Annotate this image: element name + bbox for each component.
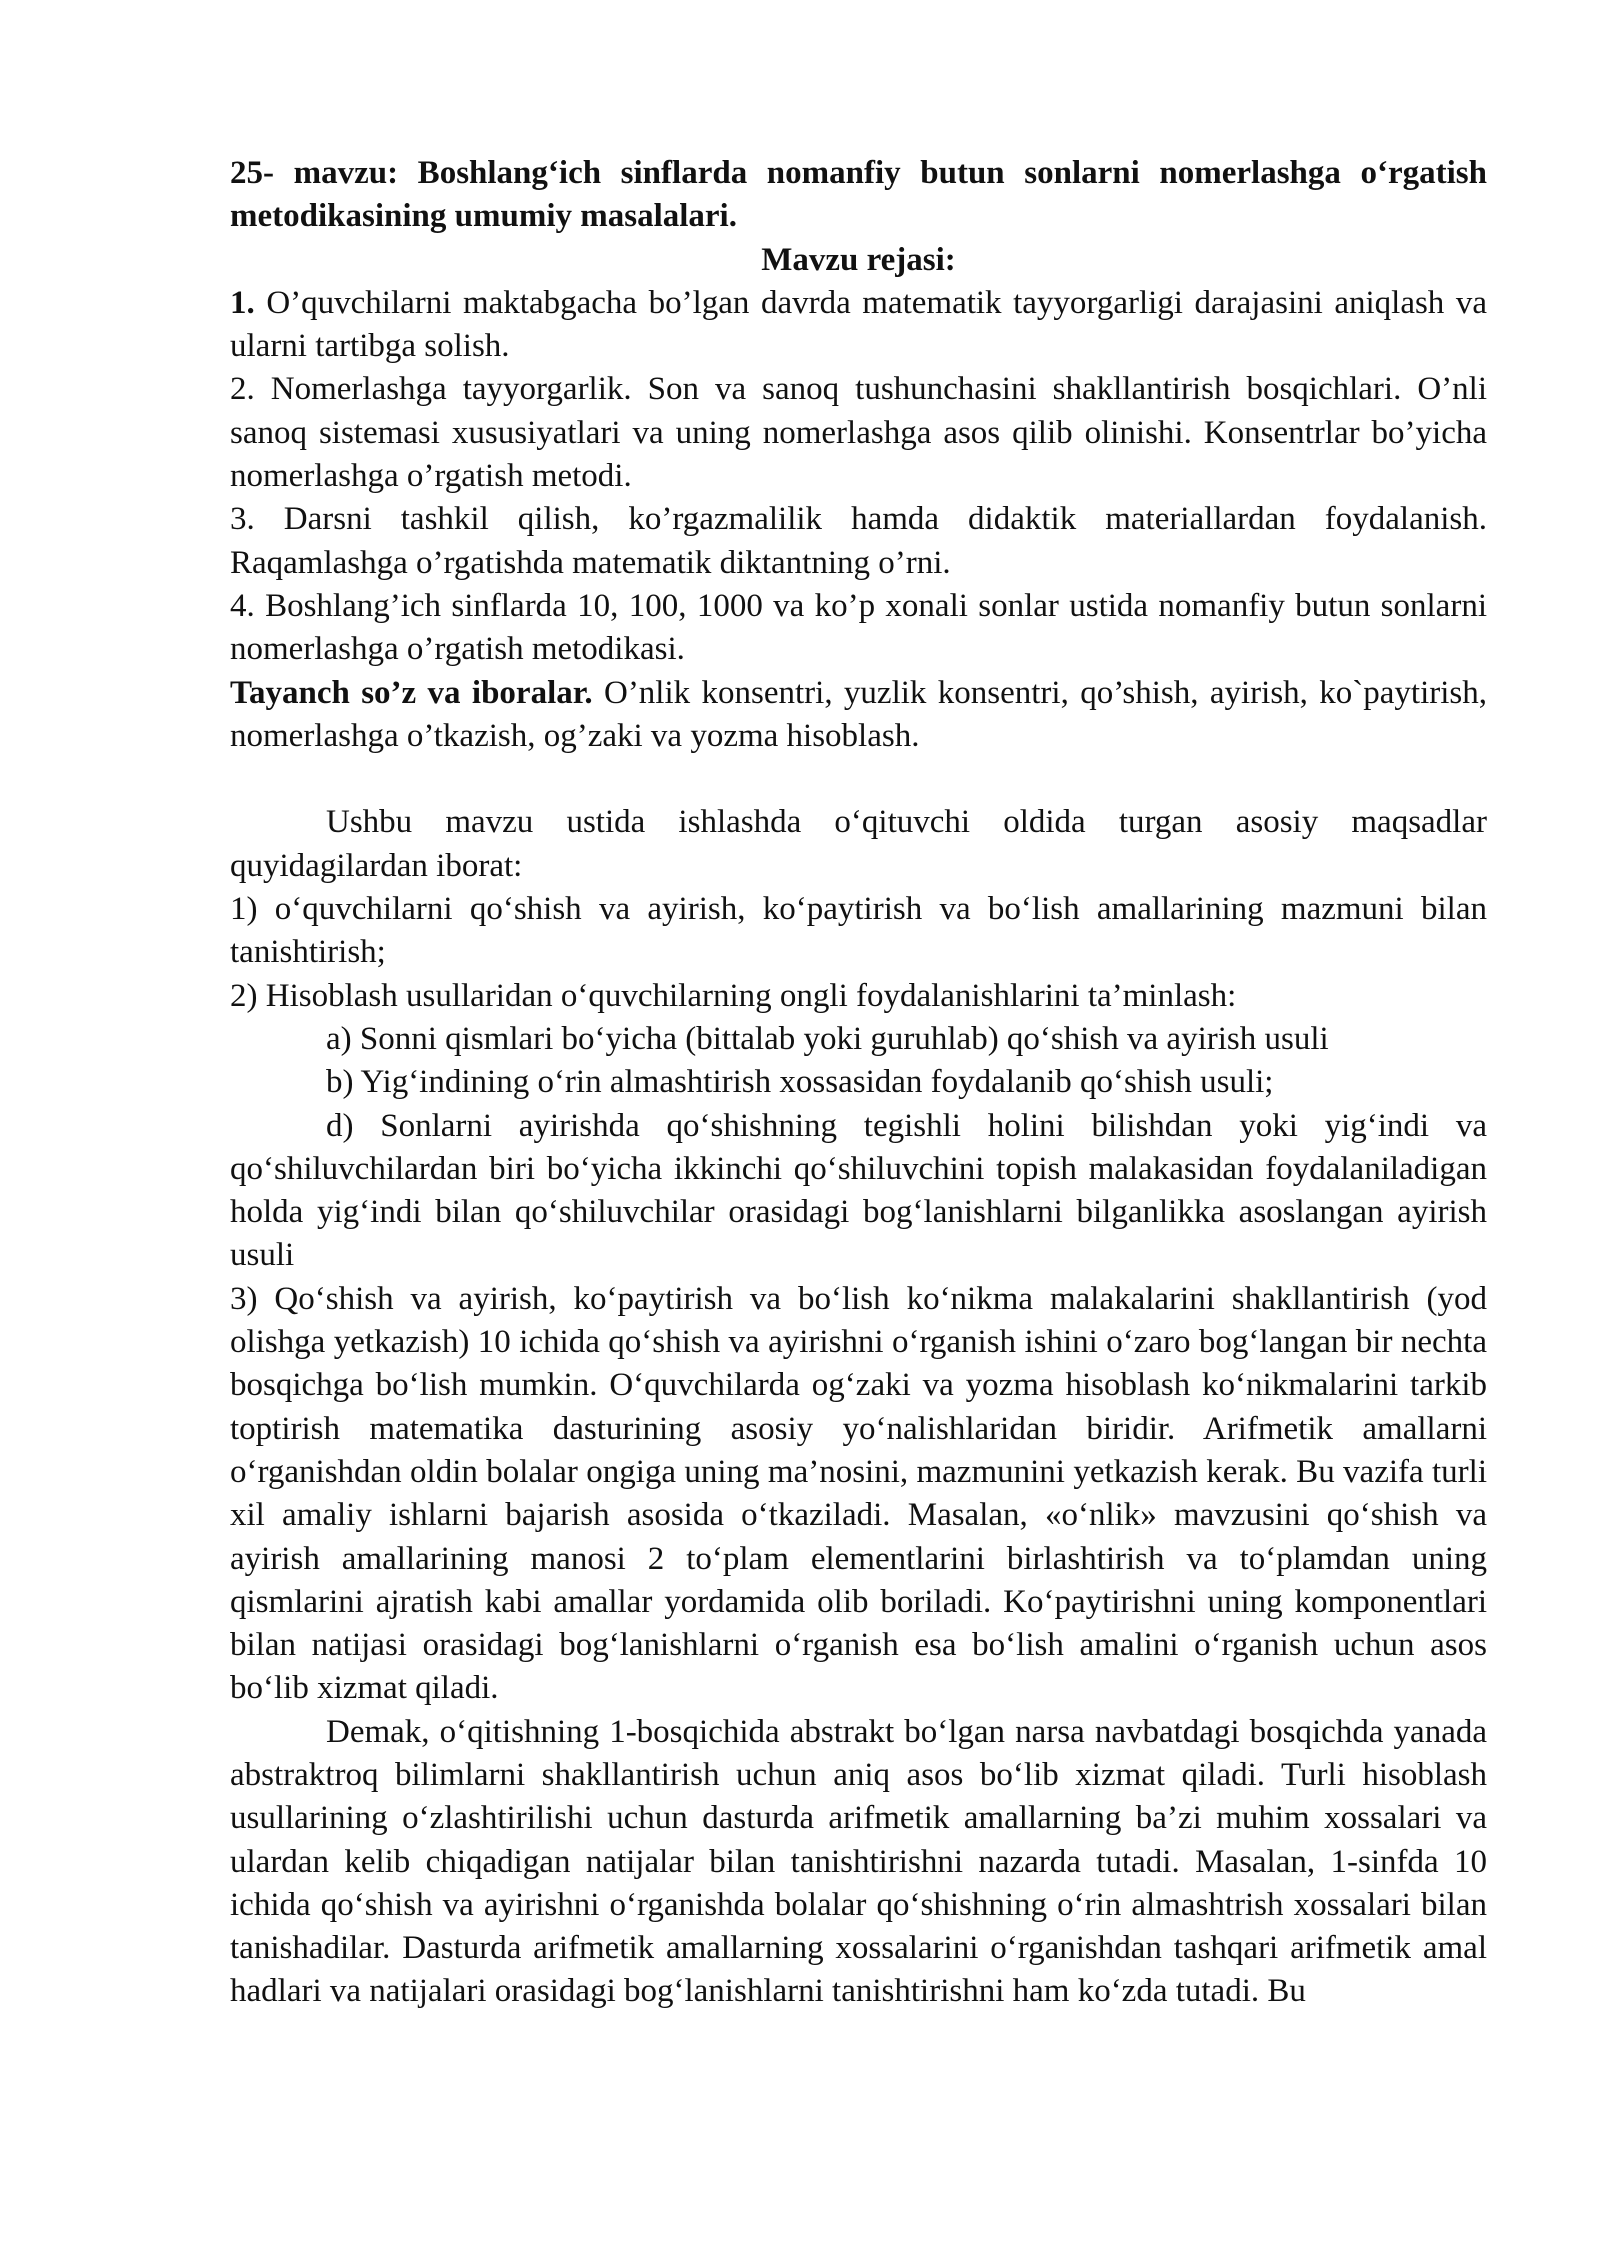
goal-2-sub-a: a) Sonni qismlari bo‘yicha (bittalab yoki guruhlab) qo‘shish va ayirish usuli xyxy=(326,1020,1329,1057)
document-page xyxy=(230,152,1487,2014)
plan-item-1 xyxy=(230,282,1487,369)
keywords-text: O’nlik konsentri, yuzlik konsentri, qo’shish, ayirish, ko`paytirish, nomerlashga o’tkazish, og’zaki va yozma hisoblash. xyxy=(230,674,1487,754)
goal-2-sub-b: b) Yig‘indining o‘rin almashtirish xossasidan foydalanib qo‘shish usuli; xyxy=(326,1064,1274,1101)
plan-item-3 xyxy=(230,498,1487,585)
plan-item-4 xyxy=(230,585,1487,672)
goal-2: 2) Hisoblash usullaridan o‘quvchilarning ongli foydalanishlarini ta’minlash: xyxy=(230,977,1237,1014)
goal-3: 3) Qo‘shish va ayirish, ko‘paytirish va bo‘lish ko‘nikma malakalarini shakllantirish (yod olishga yetkazish) 10 ichida qo‘shish va ayirishni o‘rganish ishini o‘zaro bog‘langan bir nechta bosqichga bo‘lish mumkin. O‘quvchilarda og‘zaki va yozma hisoblash ko‘nikmalarini tarkib toptirish matematika dasturining asosiy yo‘nalishlaridan biridir. Arifmetik amallarni o‘rganishdan oldin bolalar ongiga uning ma’nosini, mazmunini yetkazish kerak. Bu vazifa turli xil amaliy ishlarni bajarish asosida o‘tkaziladi. Masalan, «o‘nlik» mavzusini qo‘shish va ayirish amallarining manosi 2 to‘plam elementlarini birlashtirish va to‘plamdan uning qismlarini ajratish kabi amallar yordamida olib boriladi. Ko‘paytirishni uning komponentlari bilan natijasi orasidagi bog‘lanishlarni o‘rganish esa bo‘lish amalini o‘rganish uchun asos bo‘lib xizmat qiladi. xyxy=(230,1280,1487,1707)
intro-paragraph: Ushbu mavzu ustida ishlashda o‘qituvchi oldida turgan asosiy maqsadlar quyidagilardan iborat: xyxy=(230,804,1487,884)
plan-heading: Mavzu rejasi: xyxy=(761,241,956,278)
plan-item-text: Darsni tashkil qilish, ko’rgazmalilik hamda didaktik materiallardan foydalanish. Raqamlashga o’rgatishda matematik diktantning o’rni. xyxy=(230,501,1487,581)
plan-item-number: 1. xyxy=(230,284,255,321)
plan-item-text: O’quvchilarni maktabgacha bo’lgan davrda matematik tayyorgarligi darajasini aniqlash va ularni tartibga solish. xyxy=(230,284,1488,365)
page-title: 25- mavzu: Boshlang‘ich sinflarda nomanfiy butun sonlarni nomerlashga o‘rgatish metodikasining umumiy masalalari. xyxy=(230,155,1487,235)
plan-item-number: 3. xyxy=(230,501,255,538)
goal-1: 1) o‘quvchilarni qo‘shish va ayirish, ko‘paytirish va bo‘lish amallarining mazmuni bilan tanishtirish; xyxy=(230,891,1487,971)
goal-2-sub-d: d) Sonlarni ayirishda qo‘shishning tegishli holini bilishdan yoki yig‘indi va qo‘shiluvchilardan biri bo‘yicha ikkinchi qo‘shiluvchini topish malakasidan foydalaniladigan holda yig‘indi bilan qo‘shiluvchilar orasidagi bog‘lanishlarni bilganlikka asoslangan ayirish usuli xyxy=(230,1107,1487,1274)
demak-paragraph: Demak, o‘qitishning 1-bosqichida abstrakt bo‘lgan narsa navbatdagi bosqichda yanada abstraktroq bilimlarni shakllantirish uchun aniq asos bo‘lib xizmat qiladi. Turli hisoblash usullarining o‘zlashtirilishi uchun dasturda arifmetik amallarning ba’zi muhim xossalari va ulardan kelib chiqadigan natijalar bilan tanishtirishni nazarda tutadi. Masalan, 1-sinfda 10 ichida qo‘shish va ayirishni o‘rganishda bolalar qo‘shishning o‘rin almashtrish xossalari bilan tanishadilar. Dasturda arifmetik amallarning xossalarini o‘rganishdan tashqari arifmetik amal hadlari va natijalari orasidagi bog‘lanishlarni tanishtirishni ham ko‘zda tutadi. Bu xyxy=(230,1713,1487,2010)
plan-item-number: 2. xyxy=(230,371,255,408)
blank-line xyxy=(230,758,1487,801)
plan-item-text: Nomerlashga tayyorgarlik. Son va sanoq tushunchasini shakllantirish bosqichlari. O’nli sanoq sistemasi xususiyatlari va uning nomerlashga asos qilib olinishi. Konsentrlar bo’yicha nomerlashga o’rgatish metodi. xyxy=(230,371,1488,495)
plan-item-2 xyxy=(230,368,1487,498)
plan-item-text: Boshlang’ich sinflarda 10, 100, 1000 va ko’p xonali sonlar ustida nomanfiy butun sonlarni nomerlashga o’rgatish metodikasi. xyxy=(230,587,1487,668)
keywords-label: Tayanch so’z va iboralar. xyxy=(230,674,593,711)
keywords-paragraph xyxy=(230,672,1487,759)
plan-item-number: 4. xyxy=(230,587,255,624)
